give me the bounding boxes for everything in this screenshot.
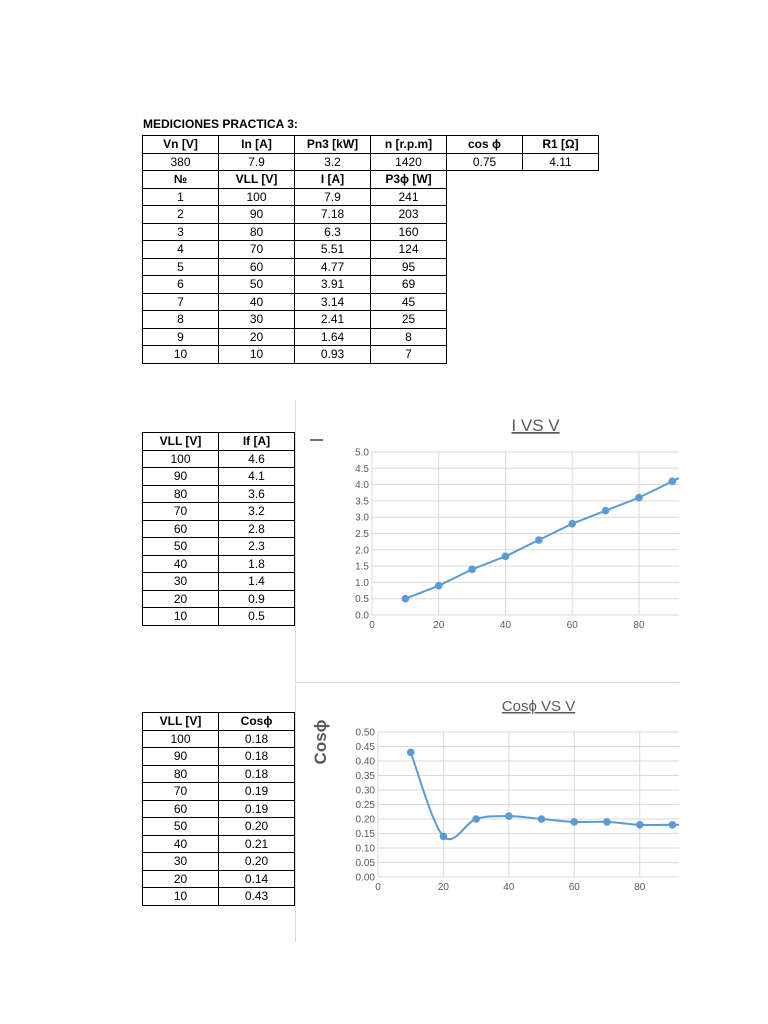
y-tick-label: 0.30 (355, 785, 375, 797)
table-cell: 1.8 (219, 555, 295, 573)
header-cell: P3ϕ [W] (371, 171, 447, 189)
table-cell: 2.3 (219, 538, 295, 556)
chart-cos-vs-v (296, 684, 679, 942)
table-cell: 80 (219, 223, 295, 241)
table-row (143, 870, 295, 888)
table-cell: 4.6 (219, 450, 295, 468)
series-group (407, 749, 679, 840)
y-tick-label: 0.10 (355, 843, 375, 855)
table-cell: 124 (371, 241, 447, 259)
table-row (143, 241, 447, 259)
chart-i-vs-v (296, 400, 679, 682)
table-cell: 6.3 (295, 223, 371, 241)
nameplate-header-row (143, 136, 599, 154)
table-row (143, 520, 295, 538)
table-cell: 1.64 (295, 328, 371, 346)
table-cell: 8 (371, 328, 447, 346)
data-point (538, 816, 545, 823)
table-cell: 20 (143, 590, 219, 608)
table-row (143, 818, 295, 836)
y-tick-label: 4.0 (355, 480, 369, 492)
table-cell: 6 (143, 276, 219, 294)
table-cell: 4 (143, 241, 219, 259)
table-cell: 2.8 (219, 520, 295, 538)
table-cell: 0.18 (219, 765, 295, 783)
header-cell: VLL [V] (143, 713, 219, 731)
nameplate-value-row (143, 153, 599, 171)
y-tick-label: 0.35 (355, 771, 375, 782)
table-cell: 80 (143, 485, 219, 503)
measurements-header-row (143, 171, 447, 189)
chart-title: Cosϕ VS V (501, 698, 576, 715)
chart-title: I VS V (511, 416, 560, 435)
y-tick-label: 0.50 (355, 727, 375, 739)
data-point (604, 819, 611, 826)
chart-i-vs-v-container (295, 400, 679, 683)
header-cell: R1 [Ω] (523, 136, 599, 154)
header-cell: VLL [V] (219, 171, 295, 189)
y-tick-label: 0.45 (355, 742, 375, 753)
table-row (143, 485, 295, 503)
table-row (143, 853, 295, 871)
table-cell: 30 (143, 573, 219, 591)
table-cell: 0.20 (219, 853, 295, 871)
y-tick-label: 0.05 (355, 858, 375, 869)
table-cell: 3 (143, 223, 219, 241)
table-row (143, 800, 295, 818)
table-cell: 0.19 (219, 800, 295, 818)
table-row (143, 468, 295, 486)
data-point (602, 507, 609, 514)
table-cell: 4.1 (219, 468, 295, 486)
y-tick-label: 3.5 (355, 496, 369, 508)
table-cell: 50 (219, 276, 295, 294)
table-row (143, 765, 295, 783)
header-cell: n [r.p.m] (371, 136, 447, 154)
data-point (669, 478, 676, 485)
table-row (143, 590, 295, 608)
table-cell: 100 (143, 450, 219, 468)
table-cell: 20 (219, 328, 295, 346)
chart-cos-vs-v-container (295, 684, 679, 942)
table-cell: 25 (371, 311, 447, 329)
table-cell: 0.19 (219, 783, 295, 801)
series-group (402, 462, 679, 602)
measurements-table (142, 170, 447, 364)
table-row (143, 555, 295, 573)
table-row (143, 573, 295, 591)
if-header-row (143, 433, 295, 451)
y-tick-label: 0.15 (355, 829, 375, 840)
y-axis-label: Cosϕ (311, 719, 330, 765)
data-point (435, 582, 442, 589)
table-row (143, 835, 295, 853)
table-row (143, 503, 295, 521)
table-cell: 20 (143, 870, 219, 888)
table-row (143, 608, 295, 626)
field-current-table (142, 432, 295, 626)
table-cell: 40 (143, 555, 219, 573)
table-cell: 8 (143, 311, 219, 329)
data-point (402, 595, 409, 602)
table-cell: 2 (143, 206, 219, 224)
table-cell: 0.93 (295, 346, 371, 364)
x-tick-label: 40 (499, 620, 512, 631)
data-point (571, 819, 578, 826)
y-tick-label: 5.0 (355, 447, 369, 459)
header-cell: In [A] (219, 136, 295, 154)
table-cell: 100 (219, 188, 295, 206)
table-cell: 0.43 (219, 888, 295, 906)
table-cell: 30 (143, 853, 219, 871)
y-axis-label: I (307, 437, 327, 443)
table-cell: 7.9 (295, 188, 371, 206)
table-cell: 0.9 (219, 590, 295, 608)
table-row (143, 258, 447, 276)
x-tick-label: 0 (369, 620, 375, 631)
table-cell: 5 (143, 258, 219, 276)
table-cell: 3.6 (219, 485, 295, 503)
table-cell: 10 (219, 346, 295, 364)
data-point (407, 749, 414, 756)
y-tick-label: 0.0 (355, 610, 369, 622)
table-cell: 40 (219, 293, 295, 311)
header-cell: Cosϕ (219, 713, 295, 731)
table-cell: 3.14 (295, 293, 371, 311)
data-point (669, 822, 676, 829)
table-cell: 203 (371, 206, 447, 224)
y-tick-label: 2.0 (355, 545, 369, 557)
data-point (502, 553, 509, 560)
data-point (536, 537, 543, 544)
table-row (143, 311, 447, 329)
table-cell: 40 (143, 835, 219, 853)
table-row (143, 346, 447, 364)
value-cell: 0.75 (447, 153, 523, 171)
table-cell: 0.5 (219, 608, 295, 626)
nameplate-table (142, 135, 599, 171)
table-cell: 9 (143, 328, 219, 346)
table-cell: 7.18 (295, 206, 371, 224)
y-tick-label: 0.5 (355, 594, 369, 606)
table-row (143, 223, 447, 241)
table-cell: 1.4 (219, 573, 295, 591)
cos-header-row (143, 713, 295, 731)
table-cell: 1 (143, 188, 219, 206)
header-cell: If [A] (219, 433, 295, 451)
table-cell: 241 (371, 188, 447, 206)
header-cell: I [A] (295, 171, 371, 189)
x-tick-label: 80 (634, 882, 646, 893)
value-cell: 3.2 (295, 153, 371, 171)
table-cell: 90 (143, 468, 219, 486)
table-cell: 160 (371, 223, 447, 241)
x-tick-label: 20 (437, 882, 449, 893)
header-cell: cos ϕ (447, 136, 523, 154)
table-cell: 2.41 (295, 311, 371, 329)
x-tick-label: 60 (568, 882, 580, 893)
value-cell: 7.9 (219, 153, 295, 171)
table-cell: 10 (143, 608, 219, 626)
table-cell: 0.14 (219, 870, 295, 888)
header-cell: № (143, 171, 219, 189)
y-tick-label: 0.00 (355, 872, 375, 884)
data-point (569, 520, 576, 527)
table-row (143, 328, 447, 346)
table-cell: 70 (143, 503, 219, 521)
y-tick-label: 0.40 (355, 756, 375, 768)
table-cell: 3.2 (219, 503, 295, 521)
table-cell: 0.21 (219, 835, 295, 853)
header-cell: Pn3 [kW] (295, 136, 371, 154)
table-cell: 95 (371, 258, 447, 276)
table-row (143, 748, 295, 766)
value-cell: 1420 (371, 153, 447, 171)
data-point (636, 494, 643, 501)
table-row (143, 293, 447, 311)
x-tick-label: 80 (633, 620, 645, 631)
power-factor-table (142, 712, 295, 906)
x-tick-label: 0 (375, 882, 381, 893)
table-cell: 4.77 (295, 258, 371, 276)
y-tick-label: 0.20 (355, 814, 375, 826)
table-cell: 50 (143, 818, 219, 836)
table-cell: 60 (219, 258, 295, 276)
table-cell: 7 (371, 346, 447, 364)
header-cell: VLL [V] (143, 433, 219, 451)
table-cell: 60 (143, 800, 219, 818)
table-cell: 70 (219, 241, 295, 259)
y-tick-label: 2.5 (355, 529, 369, 540)
value-cell: 380 (143, 153, 219, 171)
page-title: MEDICIONES PRACTICA 3: (143, 117, 298, 131)
table-cell: 45 (371, 293, 447, 311)
table-row (143, 783, 295, 801)
y-tick-label: 1.0 (355, 577, 369, 589)
y-tick-label: 1.5 (355, 561, 369, 573)
data-point (469, 566, 476, 573)
table-cell: 7 (143, 293, 219, 311)
table-cell: 0.18 (219, 730, 295, 748)
table-row (143, 730, 295, 748)
y-tick-label: 3.0 (355, 512, 369, 524)
table-row (143, 888, 295, 906)
table-row (143, 188, 447, 206)
header-cell: Vn [V] (143, 136, 219, 154)
table-cell: 0.20 (219, 818, 295, 836)
table-row (143, 276, 447, 294)
x-tick-label: 20 (433, 620, 445, 631)
data-point (636, 822, 643, 829)
table-cell: 3.91 (295, 276, 371, 294)
table-row (143, 450, 295, 468)
x-tick-label: 60 (566, 620, 578, 631)
data-point (506, 813, 513, 820)
table-cell: 80 (143, 765, 219, 783)
data-point (473, 816, 480, 823)
table-row (143, 206, 447, 224)
table-cell: 5.51 (295, 241, 371, 259)
data-point (440, 833, 447, 840)
table-cell: 100 (143, 730, 219, 748)
table-cell: 69 (371, 276, 447, 294)
table-cell: 60 (143, 520, 219, 538)
x-tick-label: 40 (503, 882, 515, 893)
table-cell: 10 (143, 346, 219, 364)
value-cell: 4.11 (523, 153, 599, 171)
table-cell: 90 (143, 748, 219, 766)
y-tick-label: 0.25 (355, 800, 375, 811)
table-row (143, 538, 295, 556)
table-cell: 0.18 (219, 748, 295, 766)
table-cell: 70 (143, 783, 219, 801)
table-cell: 10 (143, 888, 219, 906)
table-cell: 30 (219, 311, 295, 329)
table-cell: 50 (143, 538, 219, 556)
y-tick-label: 4.5 (355, 463, 369, 475)
table-cell: 90 (219, 206, 295, 224)
